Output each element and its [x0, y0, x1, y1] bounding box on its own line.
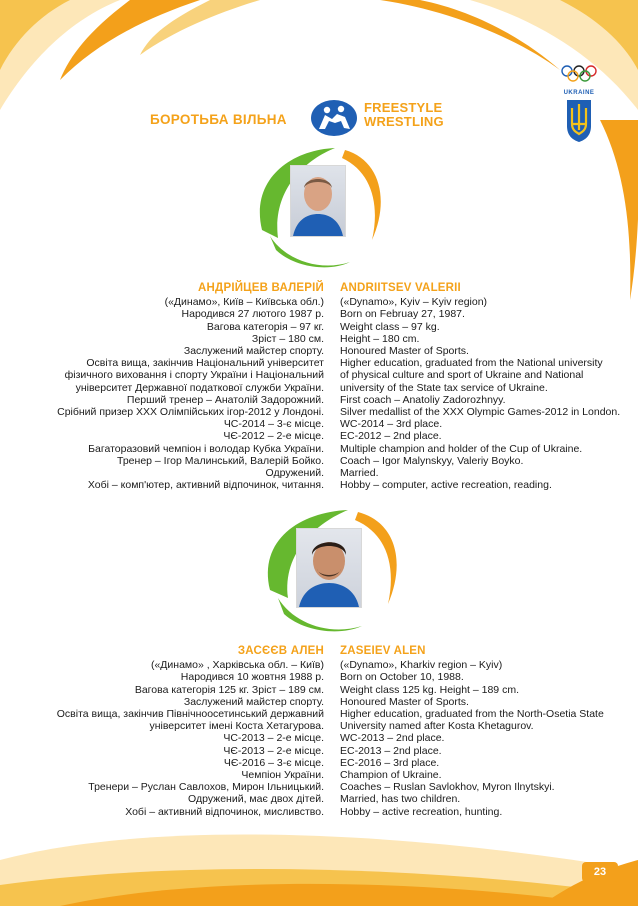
athlete-photo — [290, 165, 346, 237]
bio-line: («Dynamo», Kharkiv region – Kyiv) — [340, 659, 503, 672]
bio-line: ЧС-2013 – 2-е місце. — [223, 732, 324, 745]
bio-line: Weight class – 97 kg. — [340, 320, 440, 333]
bio-line: («Динамо» , Харківська обл. – Київ) — [150, 659, 324, 672]
bio-line: EC-2013 – 2nd place. — [340, 744, 442, 757]
bio-line: of physical culture and sport of Ukraine and National — [340, 369, 584, 382]
sport-title-en — [364, 101, 484, 129]
bio-line: Coach – Igor Malynskyy, Valeriy Boyko. — [340, 454, 524, 467]
bio-line: Coaches – Ruslan Savlokhov, Myron Ilnytskyi. — [340, 781, 555, 794]
athlete-name-ua: ЗАСЄЄВ АЛЕН — [237, 645, 324, 657]
bio-line: Освіта вища, закінчив Північноосетинський державний — [56, 708, 324, 721]
sport-title-en-line1: FREESTYLE — [364, 100, 443, 115]
page-number: 23 — [593, 866, 607, 878]
athlete-name-en: ANDRIITSEV VALERII — [340, 282, 461, 294]
bio-line: Одружений. — [265, 467, 324, 480]
bio-line: WC-2014 – 3rd place. — [340, 418, 443, 431]
athlete-photo — [296, 528, 362, 608]
bio-line: Hobby – computer, active recreation, reading. — [340, 479, 552, 492]
athlete-portrait-icon — [297, 529, 361, 607]
bio-line: Married. — [340, 467, 379, 480]
ukraine-trident-icon — [559, 96, 599, 144]
bio-line: Хобі – активний відпочинок, мисливство. — [125, 805, 324, 818]
athlete-name-ua: АНДРІЙЦЕВ ВАЛЕРІЙ — [198, 282, 324, 294]
bio-line: ЧС-2014 – 3-є місце. — [223, 418, 324, 431]
bio-line: Багаторазовий чемпіон і володар Кубка України. — [88, 442, 324, 455]
bio-line: ЧЄ-2012 – 2-е місце. — [223, 430, 324, 443]
bio-line: Заслужений майстер спорту. — [183, 695, 324, 708]
bio-line: університет Державної податкової служби України. — [75, 381, 324, 394]
bio-line: Height – 180 cm. — [340, 332, 420, 345]
athlete-bio-ua — [57, 282, 324, 491]
bio-line: Срібний призер XXX Олімпійських ігор-2012 у Лондоні. — [57, 406, 324, 419]
athlete-bio-en — [340, 282, 620, 491]
badge-text: UKRAINE — [563, 90, 595, 96]
sport-title-ua: БОРОТЬБА ВІЛЬНА — [150, 112, 287, 127]
bio-line: Освіта вища, закінчив Національний університет — [86, 357, 324, 370]
bio-line: («Динамо», Київ – Київська обл.) — [164, 296, 324, 309]
olympic-badge — [559, 64, 599, 142]
bio-line: ЧЄ-2016 – 3-є місце. — [223, 756, 324, 769]
bio-line: Одружений, має двох дітей. — [188, 793, 324, 806]
bio-line: First coach – Anatoliy Zadorozhnyy. — [340, 393, 506, 406]
bio-line: EC-2012 – 2nd place. — [340, 430, 442, 443]
bio-line: Заслужений майстер спорту. — [183, 345, 324, 358]
bio-line: Higher education, graduated from the National university — [340, 357, 603, 370]
bio-line: Вагова категорія – 97 кг. — [206, 320, 324, 333]
wrestling-pictogram-icon — [310, 99, 358, 137]
bio-line: фізичного виховання і спорту України і Національний — [64, 369, 324, 382]
bio-line: («Dynamo», Kyiv – Kyiv region) — [340, 296, 488, 309]
bio-line: Зріст – 180 см. — [251, 332, 324, 345]
bio-line: University named after Kosta Khetagurov. — [340, 720, 534, 733]
bio-line: Народився 10 жовтня 1988 р. — [180, 671, 324, 684]
bio-line: university of the State tax service of Ukraine. — [340, 381, 548, 394]
bio-line: Higher education, graduated from the North-Osetia State — [340, 708, 604, 721]
bio-line: Вагова категорія 125 кг. Зріст – 189 см. — [134, 683, 324, 696]
athlete-bio-en — [340, 645, 604, 818]
athlete-name-en: ZASEIEV ALEN — [340, 645, 426, 657]
bio-line: Multiple champion and holder of the Cup of Ukraine. — [340, 442, 583, 455]
bio-line: Born on October 10, 1988. — [340, 671, 464, 684]
bio-line: Born on Februay 27, 1987. — [340, 308, 465, 321]
bio-line: Тренер – Ігор Малинський, Валерій Бойко. — [117, 454, 324, 467]
bio-line: Honoured Master of Sports. — [340, 345, 469, 358]
bio-line: Тренери – Руслан Савлохов, Мирон Ільницький. — [88, 781, 324, 794]
bio-line: університет імені Коста Хетагурова. — [149, 720, 324, 733]
bio-line: Married, has two children. — [340, 793, 461, 806]
athlete-portrait-icon — [291, 166, 345, 236]
sport-title-en-line2: WRESTLING — [364, 114, 444, 129]
bio-line: Чемпіон України. — [241, 769, 324, 782]
bio-line: Перший тренер – Анатолій Задорожний. — [126, 393, 324, 406]
bio-line: ЧЄ-2013 – 2-е місце. — [223, 744, 324, 757]
bio-line: Hobby – active recreation, hunting. — [340, 805, 503, 818]
athlete-bio-ua — [57, 645, 324, 818]
bio-line: WC-2013 – 2nd place. — [340, 732, 445, 745]
bio-line: Silver medallist of the XXX Olympic Games-2012 in London. — [340, 406, 621, 419]
bio-line: Народився 27 лютого 1987 р. — [181, 308, 324, 321]
olympic-rings-icon — [559, 64, 599, 84]
bio-line: Weight class 125 kg. Height – 189 cm. — [340, 683, 519, 696]
bio-line: Хобі – комп'ютер, активний відпочинок, читання. — [87, 479, 324, 492]
bio-line: EC-2016 – 3rd place. — [340, 756, 440, 769]
bio-line: Champion of Ukraine. — [340, 769, 442, 782]
bio-line: Honoured Master of Sports. — [340, 695, 469, 708]
